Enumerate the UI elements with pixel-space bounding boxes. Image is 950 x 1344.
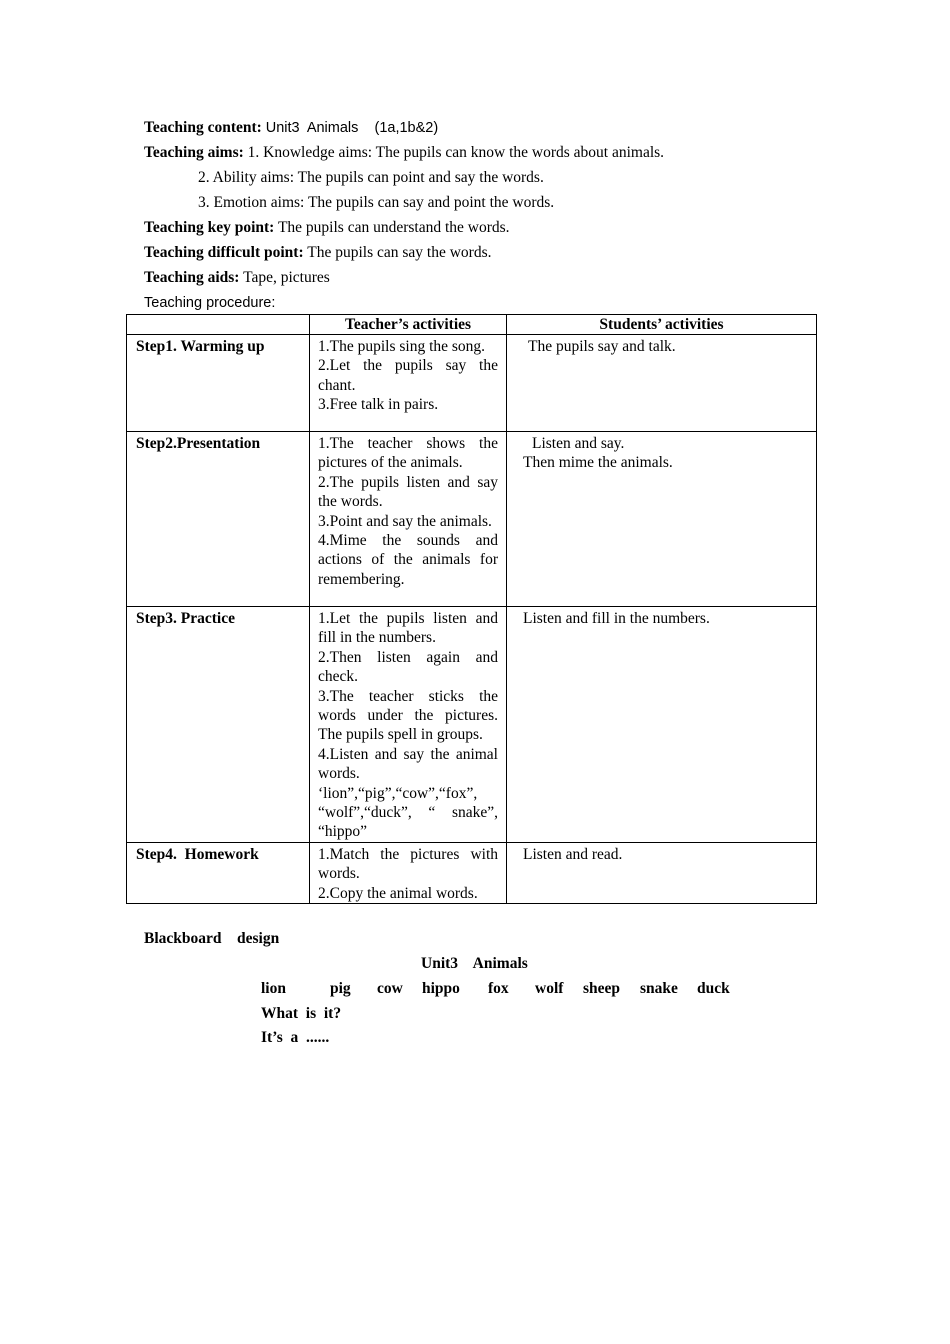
teacher-activity: 1.Let the pupils listen and fill in the numbers. bbox=[318, 610, 498, 647]
blackboard-answer: It’s a ...... bbox=[261, 1029, 330, 1046]
teaching-aids-line bbox=[144, 268, 330, 288]
teacher-activities-cell bbox=[310, 335, 507, 432]
teacher-activity: 2.The pupils listen and say the words. bbox=[318, 473, 498, 511]
teacher-activity: 4.Mime the sounds and actions of the animals for remembering. bbox=[318, 532, 498, 588]
teacher-activity: 1.The pupils sing the song. bbox=[318, 338, 486, 355]
students-activities-cell bbox=[507, 842, 817, 903]
student-activity: The pupils say and talk. bbox=[528, 338, 676, 355]
table-row bbox=[127, 335, 817, 432]
teaching-aims-label: Teaching aims: bbox=[144, 144, 244, 161]
word-snake: snake bbox=[640, 980, 678, 997]
teacher-activity: 4.Listen and say the animal words. bbox=[318, 745, 498, 783]
teacher-activity: 3.Free talk in pairs. bbox=[318, 396, 439, 414]
teaching-procedure-label: Teaching procedure: bbox=[144, 295, 276, 311]
col-header-students: Students’ activities bbox=[507, 315, 817, 335]
teacher-activities-cell bbox=[310, 607, 507, 843]
teacher-activity: 3.The teacher sticks the words under the pictures. The pupils spell in groups. bbox=[318, 687, 498, 744]
col-header-step bbox=[127, 315, 310, 335]
table-row bbox=[127, 607, 817, 843]
students-activities-cell bbox=[507, 335, 817, 432]
teacher-activity: 1.Match the pictures with words. bbox=[318, 845, 498, 883]
table-header-row bbox=[127, 315, 817, 335]
teacher-activity: 2.Then listen again and check. bbox=[318, 648, 498, 686]
student-activity: Listen and say. bbox=[532, 435, 625, 452]
teacher-activity: ‘lion”,“pig”,“cow”,“fox”, “wolf”,“duck”, “ snake”, “hippo” bbox=[318, 784, 498, 841]
step-cell: Step4. Homework bbox=[127, 842, 310, 903]
key-point-label: Teaching key point: bbox=[144, 219, 275, 236]
teacher-activity: 3.Point and say the animals. bbox=[318, 512, 492, 530]
difficult-point-value: The pupils can say the words. bbox=[307, 244, 492, 261]
blackboard-title: Unit3 Animals bbox=[421, 955, 528, 972]
student-activity: Then mime the animals. bbox=[523, 454, 673, 472]
blackboard-question: What is it? bbox=[261, 1005, 342, 1022]
teaching-aids-value: Tape, pictures bbox=[243, 269, 330, 286]
teacher-activities-cell bbox=[310, 842, 507, 903]
word-cow: cow bbox=[377, 980, 403, 997]
step-cell: Step3. Practice bbox=[127, 607, 310, 843]
table-row bbox=[127, 842, 817, 903]
teaching-aim-3: 3. Emotion aims: The pupils can say and point the words. bbox=[198, 194, 555, 211]
students-activities-cell bbox=[507, 607, 817, 843]
teaching-content-label: Teaching content: bbox=[144, 119, 262, 136]
step-cell: Step1. Warming up bbox=[127, 335, 310, 432]
students-activities-cell bbox=[507, 432, 817, 607]
step-cell: Step2.Presentation bbox=[127, 432, 310, 607]
key-point-line bbox=[144, 218, 510, 238]
teacher-activity: 2.Copy the animal words. bbox=[318, 884, 478, 902]
teacher-activities-cell bbox=[310, 432, 507, 607]
word-lion: lion bbox=[261, 980, 286, 997]
word-duck: duck bbox=[697, 980, 730, 997]
teaching-aim-1: 1. Knowledge aims: The pupils can know the words about animals. bbox=[247, 144, 665, 161]
word-hippo: hippo bbox=[422, 980, 460, 997]
difficult-point-label: Teaching difficult point: bbox=[144, 244, 304, 261]
procedure-table bbox=[126, 314, 817, 904]
teaching-aim-2: 2. Ability aims: The pupils can point and say the words. bbox=[198, 169, 544, 186]
word-pig: pig bbox=[330, 980, 351, 997]
table-row bbox=[127, 432, 817, 607]
student-activity: Listen and read. bbox=[523, 845, 623, 863]
student-activity: Listen and fill in the numbers. bbox=[523, 610, 710, 627]
blackboard-design-label: Blackboard design bbox=[144, 930, 280, 947]
teacher-activity: 1.The teacher shows the pictures of the animals. bbox=[318, 435, 498, 472]
col-header-teacher: Teacher’s activities bbox=[310, 315, 507, 335]
teaching-aids-label: Teaching aids: bbox=[144, 269, 240, 286]
word-sheep: sheep bbox=[583, 980, 621, 997]
teaching-content-line bbox=[144, 118, 438, 138]
teaching-aims-line bbox=[144, 143, 664, 163]
word-fox: fox bbox=[488, 980, 509, 997]
difficult-point-line bbox=[144, 243, 491, 263]
teacher-activity: 2.Let the pupils say the chant. bbox=[318, 357, 498, 394]
teaching-content-value: Unit3 Animals (1a,1b&2) bbox=[265, 120, 439, 136]
word-wolf: wolf bbox=[535, 980, 564, 997]
key-point-value: The pupils can understand the words. bbox=[277, 219, 510, 236]
